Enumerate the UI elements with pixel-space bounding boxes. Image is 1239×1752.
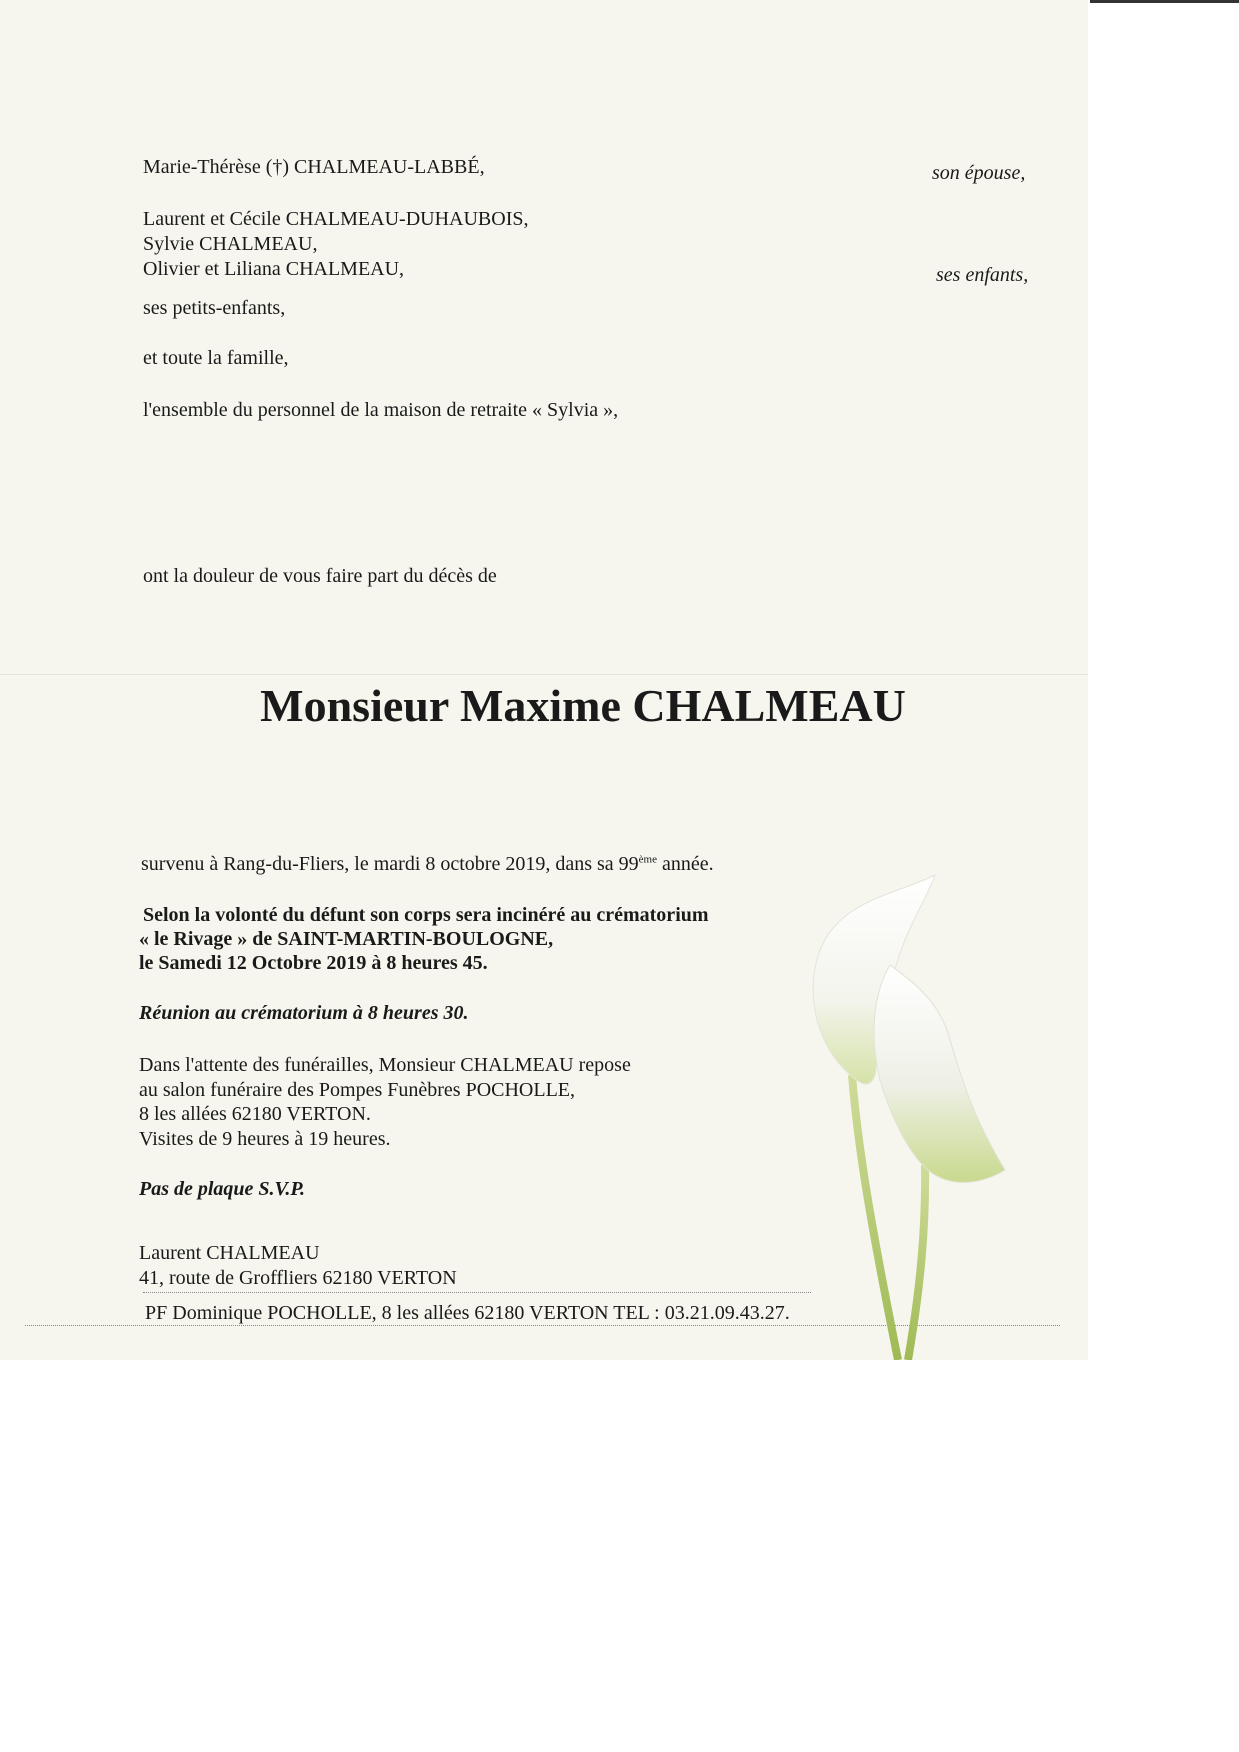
visitation-line-4: Visites de 9 heures à 19 heures. <box>139 1128 391 1150</box>
spouse-role: son épouse, <box>932 162 1026 184</box>
ceremony-line-1: Selon la volonté du défunt son corps sera incinéré au crématorium <box>143 904 709 926</box>
grandchildren-line: ses petits-enfants, <box>143 297 286 319</box>
no-plaque-line: Pas de plaque S.V.P. <box>139 1178 305 1200</box>
announcement-line: ont la douleur de vous faire part du décès de <box>143 565 497 587</box>
ceremony-line-2: « le Rivage » de SAINT-MARTIN-BOULOGNE, <box>139 928 554 950</box>
children-role: ses enfants, <box>936 264 1029 286</box>
child-line-1: Laurent et Cécile CHALMEAU-DUHAUBOIS, <box>143 208 529 230</box>
child-line-3: Olivier et Liliana CHALMEAU, <box>143 258 405 280</box>
visitation-line-3: 8 les allées 62180 VERTON. <box>139 1103 371 1125</box>
visitation-line-2: au salon funéraire des Pompes Funèbres POCHOLLE, <box>139 1079 576 1101</box>
calla-lily-icon <box>800 870 1030 1360</box>
child-line-2: Sylvie CHALMEAU, <box>143 233 318 255</box>
separator-dotted-top <box>143 1292 811 1293</box>
family-line: et toute la famille, <box>143 347 289 369</box>
ceremony-line-3: le Samedi 12 Octobre 2019 à 8 heures 45. <box>139 952 488 974</box>
visitation-line-1: Dans l'attente des funérailles, Monsieur CHALMEAU repose <box>139 1054 631 1076</box>
contact-address: 41, route de Groffliers 62180 VERTON <box>139 1267 457 1289</box>
fold-line <box>0 674 1088 675</box>
contact-name: Laurent CHALMEAU <box>139 1242 320 1264</box>
scan-edge-line <box>1090 0 1239 3</box>
staff-line: l'ensemble du personnel de la maison de retraite « Sylvia », <box>143 399 619 421</box>
deceased-name: Monsieur Maxime CHALMEAU <box>260 680 906 731</box>
funeral-home-footer: PF Dominique POCHOLLE, 8 les allées 62180 VERTON TEL : 03.21.09.43.27. <box>145 1302 790 1324</box>
death-details: survenu à Rang-du-Fliers, le mardi 8 octobre 2019, dans sa 99ème année. <box>141 853 714 875</box>
spouse-name: Marie-Thérèse (†) CHALMEAU-LABBÉ, <box>143 156 485 178</box>
meeting-line: Réunion au crématorium à 8 heures 30. <box>139 1002 469 1024</box>
